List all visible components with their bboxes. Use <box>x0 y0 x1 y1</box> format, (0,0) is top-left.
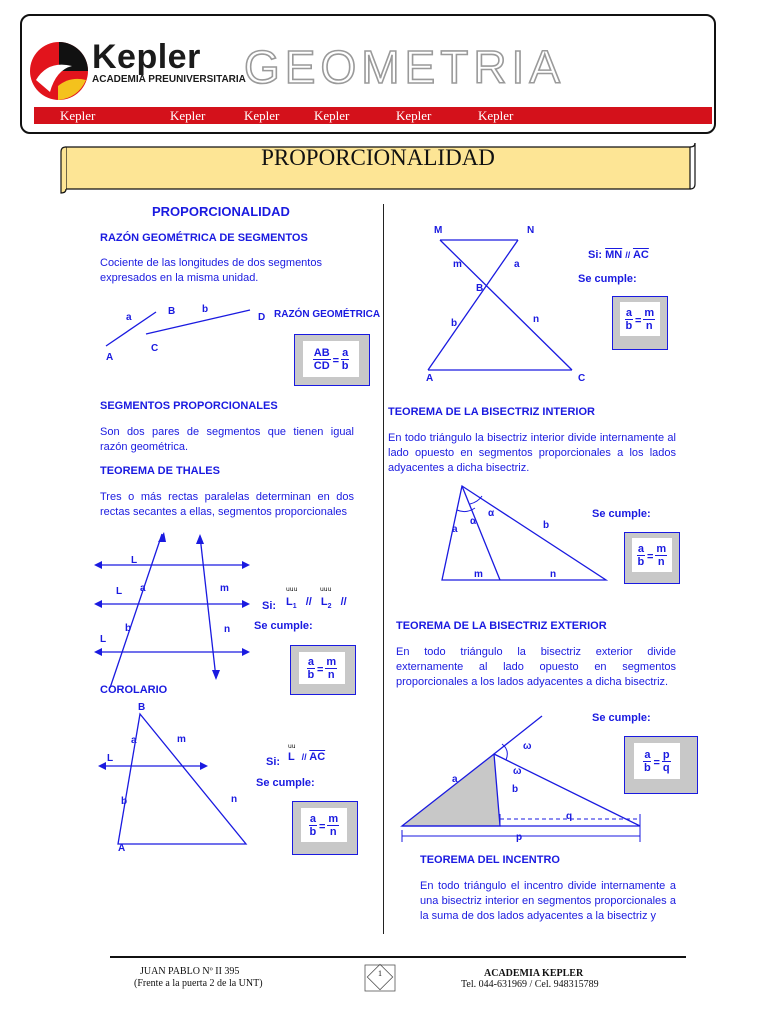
incentro-heading: TEOREMA DEL INCENTRO <box>420 854 560 866</box>
thales-se-cumple: Se cumple: <box>254 620 313 632</box>
cond-marks: uuu <box>286 586 298 593</box>
label-b: b <box>121 796 128 807</box>
thales-formula-box <box>290 645 356 695</box>
formula-den: n <box>645 319 653 332</box>
label-N: N <box>527 225 535 236</box>
label-b: b <box>512 784 519 795</box>
bisectriz-exterior-formula <box>634 743 680 779</box>
thales-cond <box>286 596 347 610</box>
logo-subtitle: ACADEMIA PREUNIVERSITARIA <box>92 74 246 85</box>
page-number: 1 <box>378 969 382 978</box>
logo-wordmark: Kepler <box>92 38 201 76</box>
formula-eq: = <box>318 821 326 833</box>
section-title: PROPORCIONALIDAD <box>152 204 290 219</box>
mn-ac-se-cumple: Se cumple: <box>578 273 637 285</box>
label-b: b <box>202 304 209 315</box>
bisectriz-exterior-text: En todo triángulo la bisectriz exterior divide externamente al lado opuesto en segmentos proporcionales a los lados adyacentes a dicha bisectriz. <box>396 646 676 688</box>
thales-text: Tres o más rectas paralelas determinan en dos rectas secantes a ellas, segmentos proporcionales <box>100 491 354 518</box>
cond-seg1: $\overline{MN}$ <box>605 249 623 261</box>
formula-num: m <box>326 655 337 668</box>
label-B: B <box>138 702 146 713</box>
formula-den: n <box>327 668 335 681</box>
formula-num: p <box>662 748 670 761</box>
formula-num: a <box>342 346 349 359</box>
bar-item: Kepler <box>478 108 514 123</box>
mn-ac-diagram <box>420 230 590 380</box>
label-n: n <box>533 314 540 325</box>
mn-ac-formula <box>620 302 660 336</box>
formula-eq: = <box>332 355 340 367</box>
corolario-formula <box>301 808 347 842</box>
bisectriz-interior-text: En todo triángulo la bisectriz interior divide internamente al lado opuesto en segmentos proporcionales a los lados adyacentes a dicha bisectriz. <box>388 432 676 474</box>
formula-den: q <box>662 761 670 774</box>
formula-den: b <box>637 555 645 568</box>
label-omega: ω <box>513 766 522 777</box>
label-a: a <box>126 312 132 323</box>
label-A: A <box>118 843 126 854</box>
label-L2: L <box>116 586 123 597</box>
cond-l1: L <box>286 596 293 608</box>
label-n: n <box>550 569 557 580</box>
bisectriz-exterior-formula-box <box>624 736 698 794</box>
formula-num: a <box>309 812 316 825</box>
razon-heading: RAZÓN GEOMÉTRICA DE SEGMENTOS <box>100 232 308 244</box>
label-a: a <box>514 259 520 270</box>
cond-l2: L <box>320 596 328 608</box>
label-a: a <box>140 583 146 594</box>
page-ornament-icon <box>362 962 398 994</box>
label-B: B <box>168 306 176 317</box>
label-q: q <box>566 811 573 822</box>
label-b: b <box>125 623 132 634</box>
mn-ac-formula-box <box>612 296 668 350</box>
cond-l: L <box>288 751 295 763</box>
formula-den: n <box>657 555 665 568</box>
label-b: b <box>451 318 458 329</box>
formula-num: a <box>637 542 644 555</box>
cond-par: // <box>340 596 347 608</box>
label-D: D <box>258 312 266 323</box>
thales-diagram <box>88 530 258 690</box>
bisectriz-interior-se-cumple: Se cumple: <box>592 508 651 520</box>
formula-den: b <box>644 761 651 774</box>
kepler-logo-icon <box>28 40 90 102</box>
footer-address: JUAN PABLO Nº II 395 <box>140 966 240 977</box>
label-m: m <box>453 259 462 270</box>
segmentos-text: Son dos pares de segmentos que tienen igual razón geométrica. <box>100 426 354 453</box>
si-label: Si: <box>588 249 603 261</box>
bar-item: Kepler <box>396 108 432 123</box>
label-A: A <box>426 373 434 384</box>
label-L1: L <box>131 555 138 566</box>
corolario-diagram <box>96 702 256 852</box>
bar-item: Kepler <box>170 108 206 123</box>
label-a: a <box>131 735 137 746</box>
label-b: b <box>543 520 550 531</box>
formula-den: CD <box>313 359 330 372</box>
bisectriz-interior-formula-box <box>624 532 680 584</box>
label-C: C <box>151 343 159 354</box>
cond-par: // <box>305 596 312 608</box>
bar-item: Kepler <box>314 108 350 123</box>
label-M: M <box>434 225 443 236</box>
formula-den: n <box>329 825 337 838</box>
formula-num: a <box>307 655 314 668</box>
bisectriz-exterior-diagram <box>398 710 648 846</box>
razon-formula <box>303 341 359 377</box>
formula-num: a <box>625 306 632 319</box>
label-alpha: α <box>488 508 495 519</box>
footer-address-note: (Frente a la puerta 2 de la UNT) <box>134 978 263 989</box>
formula-eq: = <box>646 551 654 563</box>
footer-rule <box>110 956 686 958</box>
formula-num: m <box>644 306 655 319</box>
incentro-text: En todo triángulo el incentro divide internamente a una bisectriz interior en segmentos proporcionales a la suma de dos lados adyacentes a la bisectriz y <box>420 880 676 922</box>
bisectriz-interior-formula <box>632 538 672 572</box>
label-A: A <box>106 352 114 363</box>
razon-segments-diagram <box>100 300 270 364</box>
cond-seg: $\overline{AC}$ <box>309 751 326 763</box>
corolario-si: Si: <box>266 756 281 768</box>
label-alpha: α <box>470 516 477 527</box>
footer-phone: Tel. 044-631969 / Cel. 948315789 <box>461 979 599 990</box>
header-bar <box>34 107 712 124</box>
corolario-formula-box <box>292 801 358 855</box>
column-divider <box>383 204 384 934</box>
page-title: PROPORCIONALIDAD <box>261 145 495 170</box>
mn-ac-si <box>588 249 649 261</box>
label-L: L <box>107 753 114 764</box>
corolario-heading: COROLARIO <box>100 684 168 696</box>
cond-seg2: $\overline{AC}$ <box>632 249 649 261</box>
cond-marks: uu <box>288 743 296 750</box>
bisectriz-exterior-se-cumple: Se cumple: <box>592 712 651 724</box>
formula-eq: = <box>316 664 324 676</box>
label-p: p <box>516 832 523 843</box>
corolario-cond <box>288 751 325 763</box>
label-m: m <box>474 569 483 580</box>
label-m: m <box>177 734 186 745</box>
formula-num: AB <box>313 346 330 359</box>
bisectriz-interior-heading: TEOREMA DE LA BISECTRIZ INTERIOR <box>388 406 595 418</box>
subject-title: GEOMETRIA <box>244 41 566 93</box>
footer-academy: ACADEMIA KEPLER <box>484 968 584 979</box>
cond-s2: 2 <box>327 603 332 611</box>
label-a: a <box>452 774 458 785</box>
formula-den: b <box>307 668 315 681</box>
formula-num: m <box>328 812 339 825</box>
label-n: n <box>231 794 238 805</box>
label-B: B <box>476 283 484 294</box>
formula-den: b <box>309 825 317 838</box>
bar-item: Kepler <box>60 108 96 123</box>
thales-formula <box>299 652 345 684</box>
razon-formula-box <box>294 334 370 386</box>
label-a: a <box>452 524 458 535</box>
cond-marks: uuu <box>320 586 332 593</box>
label-omega: ω <box>523 741 532 752</box>
cond-par: // <box>625 250 631 260</box>
segmentos-heading: SEGMENTOS PROPORCIONALES <box>100 400 278 412</box>
cond-par: // <box>301 752 307 762</box>
formula-num: m <box>656 542 667 555</box>
bar-item: Kepler <box>244 108 280 123</box>
bisectriz-exterior-heading: TEOREMA DE LA BISECTRIZ EXTERIOR <box>396 620 607 632</box>
thales-heading: TEOREMA DE THALES <box>100 465 220 477</box>
razon-text: Cociente de las longitudes de dos segmentos expresados en la misma unidad. <box>100 257 322 284</box>
razon-caption: RAZÓN GEOMÉTRICA <box>274 309 381 320</box>
corolario-se-cumple: Se cumple: <box>256 777 315 789</box>
thales-si: Si: <box>262 600 277 612</box>
label-m: m <box>220 583 229 594</box>
label-L3: L <box>100 634 107 645</box>
formula-den: b <box>341 359 349 372</box>
formula-eq: = <box>653 757 660 769</box>
label-n: n <box>224 624 231 635</box>
cond-s1: 1 <box>292 603 297 611</box>
bisectriz-interior-diagram <box>436 482 612 586</box>
formula-num: a <box>644 748 651 761</box>
label-C: C <box>578 373 586 384</box>
formula-eq: = <box>634 315 642 327</box>
formula-den: b <box>625 319 633 332</box>
